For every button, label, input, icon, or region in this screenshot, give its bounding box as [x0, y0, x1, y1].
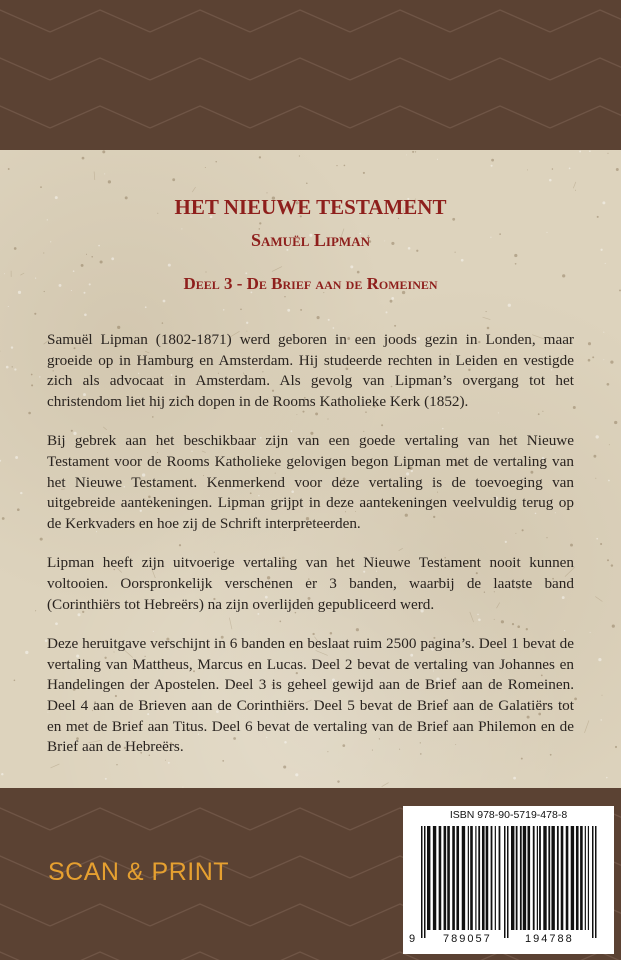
publisher-logo: SCAN & PRINT	[48, 858, 230, 886]
blurb	[47, 330, 574, 777]
author-name: Samuël Lipman	[251, 230, 370, 250]
barcode-digits-right: 194788	[525, 933, 574, 945]
volume-subtitle: Deel 3 - De Brief aan de Romeinen	[183, 274, 438, 293]
blurb-paragraph: Deze heruitgave verschijnt in 6 banden en beslaat ruim 2500 pagina’s. Deel 1 bevat de vertaling van Mattheus, Marcus en Lucas. Deel 2 bevat de vertaling van Johannes en Handelingen der Apostelen. Deel 3 is geheel gewijd aan de Brief aan de Romeinen. Deel 4 aan de Brieven aan de Corinthiërs. Deel 5 bevat de Brief aan de Galatiërs tot en met de Brief aan Titus. Deel 6 bevat de vertaling van de Brief aan Philemon en de Brief aan de Hebreërs.	[47, 635, 574, 756]
blurb-paragraph: Lipman heeft zijn uitvoerige vertaling van het Nieuwe Testament nooit kunnen voltooien. Oorspronkelijk verschenen er 3 banden, waarbij de laatste band (Corinthiërs tot Hebreërs) na zijn overlijden gepubliceerd werd.	[47, 554, 574, 613]
barcode-icon	[403, 806, 614, 954]
chevron-pattern-top	[0, 0, 621, 150]
isbn-label: ISBN 978-90-5719-478-8	[449, 809, 568, 821]
book-title: HET NIEUWE TESTAMENT	[174, 195, 447, 219]
paper-panel	[0, 150, 621, 788]
barcode-digits-left: 789057	[443, 933, 492, 945]
blurb-paragraph: Samuël Lipman (1802-1871) werd geboren in een joods gezin in Londen, maar groeide op in Hamburg en Amsterdam. Hij studeerde rechten in Leiden en vestigde zich als advocaat in Amsterdam. Als gevolg van Lipman’s overgang tot het christendom liet hij zich dopen in de Rooms Katholieke Kerk (1852).	[47, 331, 574, 410]
barcode-digit-first: 9	[409, 933, 416, 945]
isbn-barcode	[403, 806, 614, 954]
blurb-paragraph: Bij gebrek aan het beschikbaar zijn van een goede vertaling van het Nieuwe Testament voor de Rooms Katholieke gelovigen begon Lipman met de vertaling van het Nieuwe Testament. Kenmerkend voor deze vertaling is de toevoeging van uitgebreide aantekeningen. Lipman grijpt in deze aantekeningen veelvuldig terug op de Kerkvaders en hoe zij de Schrift interpreteerden.	[47, 432, 574, 532]
